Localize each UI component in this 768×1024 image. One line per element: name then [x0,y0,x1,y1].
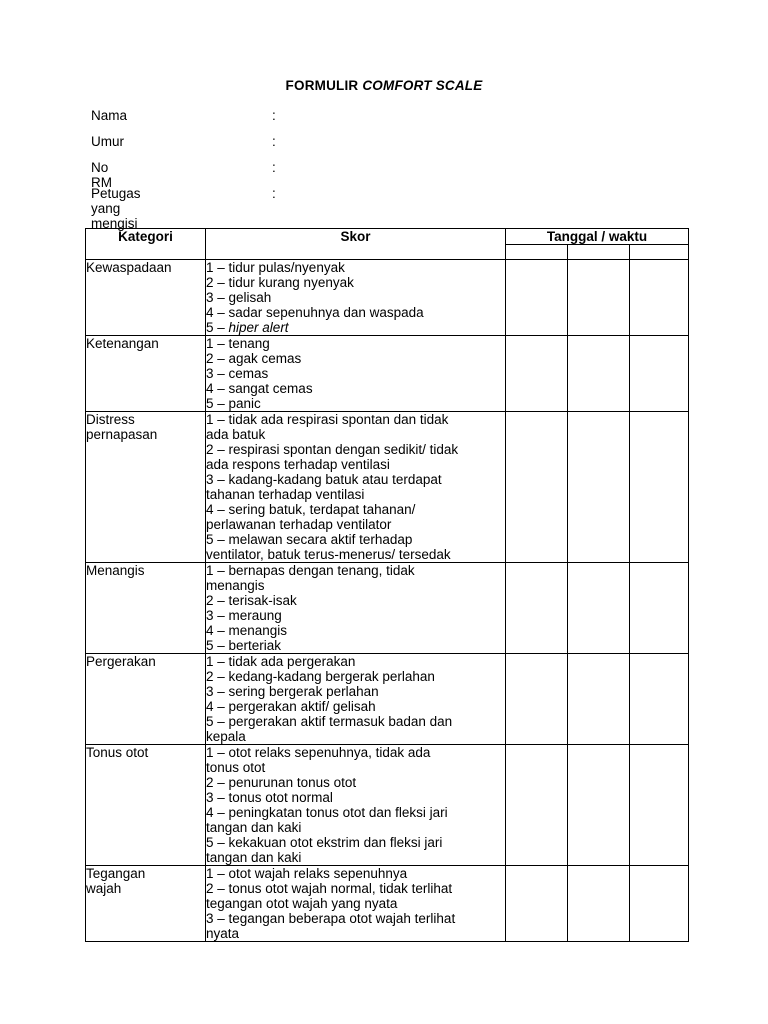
table-row [86,866,689,942]
score-entry-cell[interactable] [568,260,630,336]
table-row [86,260,689,336]
table-row [86,654,689,745]
comfort-scale-table [85,228,689,942]
category-cell [86,745,206,866]
form-title-italic: COMFORT SCALE [362,78,483,93]
score-entry-cell[interactable] [568,336,630,412]
score-entry-cell[interactable] [630,563,689,654]
category-cell [86,336,206,412]
score-line: 2 – agak cemas [206,351,302,366]
score-cell [206,563,506,654]
score-entry-cell[interactable] [506,745,568,866]
score-line: 1 – bernapas dengan tenang, tidak [206,563,415,578]
score-line: 2 – penurunan tonus otot [206,775,357,790]
score-line: 3 – meraung [206,608,282,623]
field-label: Nama [91,108,128,123]
score-entry-cell[interactable] [506,260,568,336]
score-entry-cell[interactable] [630,336,689,412]
score-line: 5 – kekakuan otot ekstrim dan fleksi jari [206,835,443,850]
category-line: Kewaspadaan [86,260,172,275]
score-line: tegangan otot wajah yang nyata [206,896,398,911]
score-line: 3 – tonus otot normal [206,790,333,805]
score-line: ada respons terhadap ventilasi [206,457,390,472]
score-line: tangan dan kaki [206,850,302,865]
score-line: 5 – hiper alert [206,320,289,335]
score-entry-cell[interactable] [568,412,630,563]
score-line: 5 – pergerakan aktif termasuk badan dan [206,714,453,729]
score-line: 2 – terisak-isak [206,593,297,608]
score-line: perlawanan terhadap ventilator [206,517,392,532]
score-entry-cell[interactable] [630,412,689,563]
category-line: Pergerakan [86,654,156,669]
score-line: tangan dan kaki [206,820,302,835]
score-line: 2 – respirasi spontan dengan sedikit/ tidak [206,442,459,457]
category-cell [86,260,206,336]
score-entry-cell[interactable] [506,654,568,745]
score-cell [206,412,506,563]
score-entry-cell[interactable] [568,654,630,745]
form-title-prefix: FORMULIR [285,78,359,93]
category-line: wajah [86,881,122,896]
score-line: ada batuk [206,427,266,442]
score-line: 5 – panic [206,396,261,411]
score-entry-cell[interactable] [630,866,689,942]
score-line: 3 – tegangan beberapa otot wajah terlihat [206,911,456,926]
score-line: 1 – tidak ada pergerakan [206,654,356,669]
score-line: kepala [206,729,246,744]
score-cell [206,866,506,942]
field-colon: : [272,108,276,123]
score-line: 3 – sering bergerak perlahan [206,684,379,699]
score-entry-cell[interactable] [506,563,568,654]
category-cell [86,866,206,942]
score-entry-cell[interactable] [568,866,630,942]
datetime-cell[interactable] [630,245,689,260]
category-line: Menangis [86,563,145,578]
score-line: 3 – cemas [206,366,269,381]
score-line: 4 – menangis [206,623,288,638]
score-cell [206,260,506,336]
category-line: Tonus otot [86,745,149,760]
score-entry-cell[interactable] [506,866,568,942]
score-entry-cell[interactable] [630,654,689,745]
category-line: Tegangan [86,866,146,881]
score-line: tahanan terhadap ventilasi [206,487,365,502]
score-line: 2 – kedang-kadang bergerak perlahan [206,669,435,684]
score-line: 1 – otot relaks sepenuhnya, tidak ada [206,745,431,760]
form-title [0,78,768,93]
table-row [86,412,689,563]
score-line: menangis [206,578,265,593]
score-entry-cell[interactable] [630,745,689,866]
score-entry-cell[interactable] [568,745,630,866]
score-line: 4 – pergerakan aktif/ gelisah [206,699,376,714]
score-line: 1 – tidur pulas/nyenyak [206,260,345,275]
field-colon: : [272,186,276,201]
score-line: tonus otot [206,760,266,775]
score-line: 4 – sering batuk, terdapat tahanan/ [206,502,416,517]
score-entry-cell[interactable] [630,260,689,336]
score-cell [206,654,506,745]
score-line: 1 – otot wajah relaks sepenuhnya [206,866,408,881]
score-line: 3 – gelisah [206,290,272,305]
category-line: pernapasan [86,427,158,442]
score-entry-cell[interactable] [506,412,568,563]
score-line: 1 – tenang [206,336,270,351]
table-body [86,260,689,942]
score-line: 4 – peningkatan tonus otot dan fleksi jari [206,805,448,820]
header-category: Kategori [86,229,206,260]
category-cell [86,654,206,745]
category-line: Distress [86,412,135,427]
score-line: ventilator, batuk terus-menerus/ tersedak [206,547,451,562]
table-row [86,336,689,412]
score-line-italic: hiper alert [228,320,289,335]
field-label: Umur [91,134,124,149]
field-colon: : [272,160,276,175]
datetime-cell[interactable] [506,245,568,260]
score-line: nyata [206,926,240,941]
score-line: 3 – kadang-kadang batuk atau terdapat [206,472,442,487]
score-entry-cell[interactable] [506,336,568,412]
category-line: Ketenangan [86,336,159,351]
field-colon: : [272,134,276,149]
score-cell [206,745,506,866]
score-line: 2 – tonus otot wajah normal, tidak terlihat [206,881,453,896]
field-label: Petugas yang mengisi [91,186,141,231]
header-datetime: Tanggal / waktu [506,229,689,245]
score-line: 4 – sangat cemas [206,381,313,396]
score-cell [206,336,506,412]
table-row [86,745,689,866]
category-cell [86,563,206,654]
category-cell [86,412,206,563]
score-line: 2 – tidur kurang nyenyak [206,275,354,290]
header-score: Skor [206,229,506,260]
table-row [86,563,689,654]
score-entry-cell[interactable] [568,563,630,654]
score-line: 4 – sadar sepenuhnya dan waspada [206,305,424,320]
datetime-cell[interactable] [568,245,630,260]
field-label: No RM [91,160,112,190]
score-line: 5 – berteriak [206,638,282,653]
score-line: 5 – melawan secara aktif terhadap [206,532,413,547]
score-line: 1 – tidak ada respirasi spontan dan tidak [206,412,449,427]
